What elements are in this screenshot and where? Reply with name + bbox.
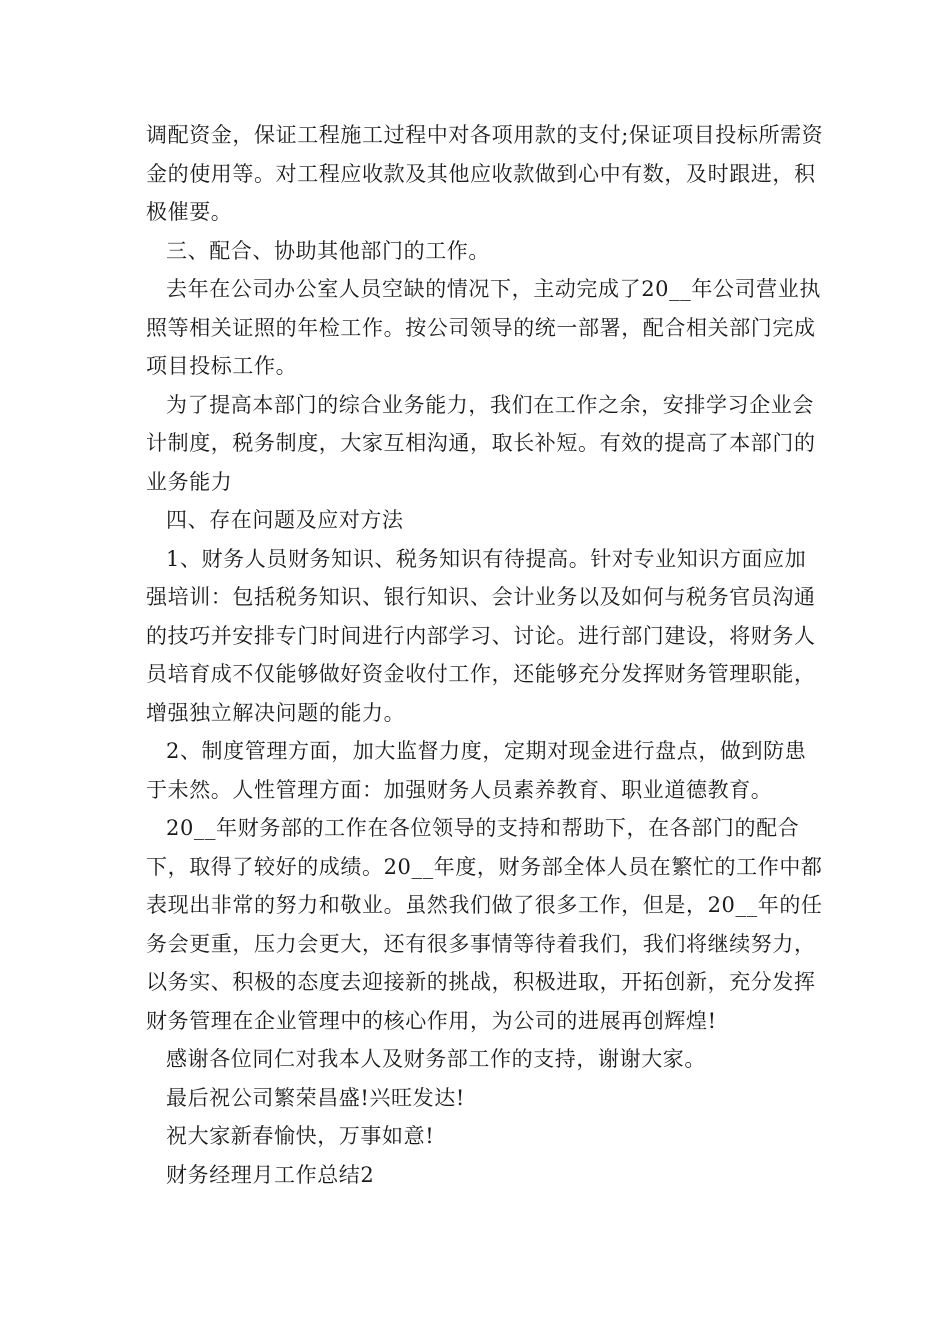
paragraph-summary: 20__年财务部的工作在各位领导的支持和帮助下，在各部门的配合下，取得了较好的成绩。20__年度，财务部全体人员在繁忙的工作中都表现出非常的努力和敬业。虽然我们做了很多工作，但是，20__年的任务会更重，压力会更大，还有很多事情等待着我们，我们将继续努力，以务实、积极的态度去迎接新的挑战，积极进取，开拓创新，充分发挥财务管理在企业管理中的核心作用，为公司的进展再创辉煌! [146, 816, 823, 1033]
section-title-summary-2: 财务经理月工作总结2 [166, 1162, 375, 1187]
paragraph-wish-company: 最后祝公司繁荣昌盛!兴旺发达! [166, 1085, 465, 1110]
paragraph-training: 为了提高本部门的综合业务能力，我们在工作之余，安排学习企业会计制度，税务制度，大家互相沟通，取长补短。有效的提高了本部门的业务能力 [146, 392, 816, 494]
paragraph-fund-allocation: 调配资金，保证工程施工过程中对各项用款的支付;保证项目投标所需资金的使用等。对工程应收款及其他应收款做到心中有数，及时跟进，积极催要。 [146, 123, 824, 224]
paragraph-wish-everyone: 祝大家新春愉快，万事如意! [166, 1124, 435, 1148]
paragraph-problem-2: 2、制度管理方面，加大监督力度，定期对现金进行盘点，做到防患于未然。人性管理方面：加强财务人员素养教育、职业道德教育。 [146, 739, 807, 802]
paragraph-annual-inspection: 去年在公司办公室人员空缺的情况下，主动完成了20__年公司营业执照等相关证照的年检工作。按公司领导的统一部署，配合相关部门完成项目投标工作。 [146, 277, 821, 378]
section-heading-problems: 四、存在问题及应对方法 [166, 508, 404, 532]
document-body [146, 116, 826, 1194]
paragraph-thanks: 感谢各位同仁对我本人及财务部工作的支持，谢谢大家。 [166, 1047, 706, 1071]
paragraph-problem-1: 1、财务人员财务知识、税务知识有待提高。针对专业知识方面应加强培训：包括税务知识、银行知识、会计业务以及如何与税务官员沟通的技巧并安排专门时间进行内部学习、讨论。进行部门建设，将财务人员培育成不仅能够做好资金收付工作，还能够充分发挥财务管理职能，增强独立解决问题的能力。 [146, 546, 816, 725]
section-heading-cooperation: 三、配合、协助其他部门的工作。 [166, 238, 490, 263]
